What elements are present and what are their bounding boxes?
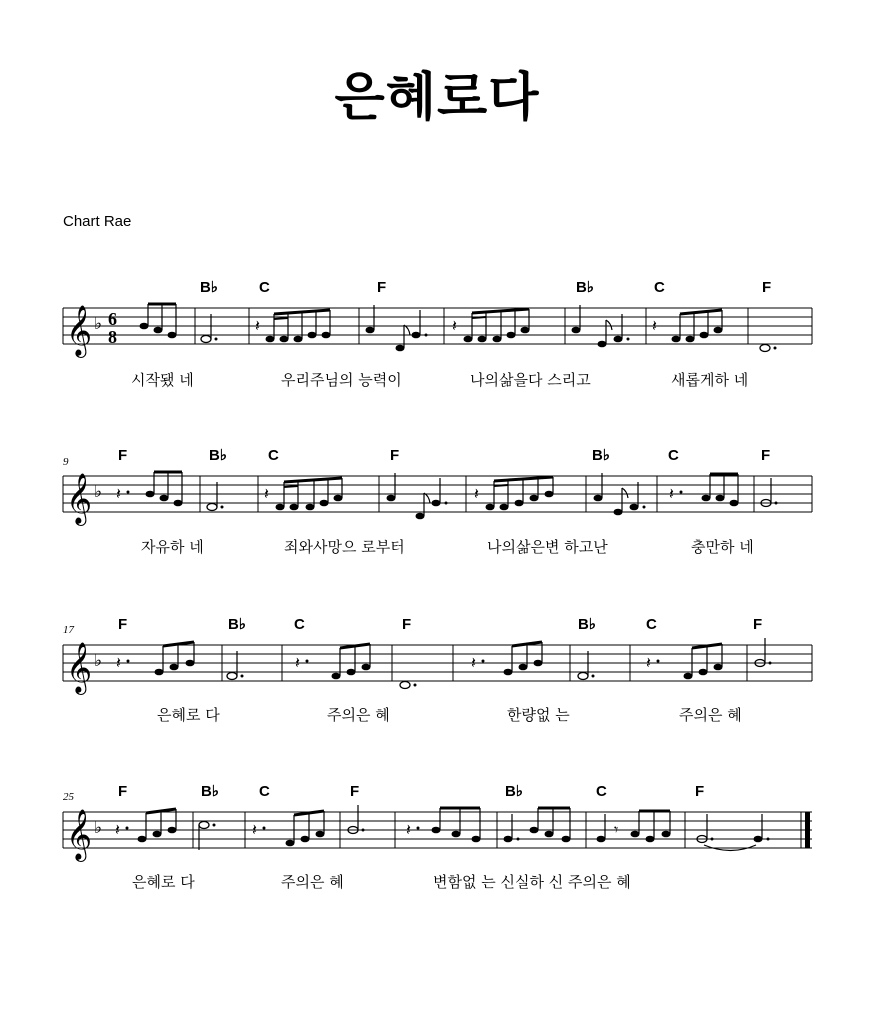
staff-system-2 bbox=[63, 447, 812, 556]
treble-clef-icon: 𝄞 bbox=[66, 809, 93, 860]
chord-symbol: F bbox=[402, 616, 412, 633]
chord-symbol: B♭ bbox=[201, 783, 219, 800]
rest-icon: 𝄽 bbox=[116, 484, 121, 503]
lyric-line: 변함없 는 신실하 신 주의은 혜 bbox=[433, 873, 631, 891]
rest-icon: 𝄽 bbox=[646, 653, 651, 672]
key-flat-icon: ♭ bbox=[94, 651, 103, 671]
chord-symbol: B♭ bbox=[505, 783, 523, 800]
chord-symbol: C bbox=[596, 783, 607, 800]
rest-icon: 𝄽 bbox=[255, 316, 260, 335]
rest-icon: 𝄽 bbox=[406, 820, 411, 839]
lyric-line: 한량없 는 bbox=[507, 706, 570, 724]
chord-symbol: F bbox=[118, 783, 128, 800]
chord-symbol: B♭ bbox=[578, 616, 596, 633]
song-title: 은혜로다 bbox=[334, 68, 540, 128]
chord-symbol: B♭ bbox=[228, 616, 246, 633]
rest-icon: 𝄽 bbox=[115, 820, 120, 839]
treble-clef-icon: 𝄞 bbox=[66, 473, 93, 524]
chord-symbol: F bbox=[390, 447, 400, 464]
measure-number: 9 bbox=[63, 456, 69, 468]
chord-symbol: C bbox=[259, 279, 270, 296]
chord-symbol: B♭ bbox=[200, 279, 218, 296]
time-sig-numerator: 6 bbox=[108, 309, 117, 329]
lyric-line: 우리주님의 능력이 bbox=[281, 371, 402, 389]
chord-symbol: F bbox=[118, 616, 128, 633]
chord-symbol: F bbox=[695, 783, 705, 800]
rest-icon: 𝄽 bbox=[474, 484, 479, 503]
rest-icon: 𝄽 bbox=[452, 316, 457, 335]
key-flat-icon: ♭ bbox=[94, 314, 103, 334]
staff-system-3 bbox=[63, 616, 812, 724]
chord-symbol: C bbox=[654, 279, 665, 296]
chord-symbol: C bbox=[259, 783, 270, 800]
rest-icon: 𝄽 bbox=[295, 653, 300, 672]
rest-icon: 𝄾 bbox=[614, 820, 619, 839]
measure-number: 17 bbox=[63, 624, 74, 636]
lyric-line: 시작됐 네 bbox=[131, 371, 194, 389]
lyric-line: 은혜로 다 bbox=[157, 706, 220, 724]
chord-symbol: F bbox=[762, 279, 772, 296]
chord-symbol: F bbox=[377, 279, 387, 296]
composer-credit: Chart Rae bbox=[63, 213, 132, 230]
chord-symbol: B♭ bbox=[592, 447, 610, 464]
chord-symbol: F bbox=[118, 447, 128, 464]
staff-system-1 bbox=[63, 279, 812, 389]
final-barline bbox=[805, 812, 810, 848]
rest-icon: 𝄽 bbox=[652, 316, 657, 335]
rest-icon: 𝄽 bbox=[471, 653, 476, 672]
staff-system-4 bbox=[63, 783, 812, 891]
chord-symbol: C bbox=[268, 447, 279, 464]
lyric-line: 은혜로 다 bbox=[132, 873, 195, 891]
chord-symbol: B♭ bbox=[209, 447, 227, 464]
lyric-line: 주의은 혜 bbox=[327, 706, 390, 724]
measure-number: 25 bbox=[63, 791, 74, 803]
treble-clef-icon: 𝄞 bbox=[66, 642, 93, 693]
lyric-line: 주의은 혜 bbox=[281, 873, 344, 891]
treble-clef-icon: 𝄞 bbox=[66, 305, 93, 356]
chord-symbol: C bbox=[294, 616, 305, 633]
chord-symbol: C bbox=[668, 447, 679, 464]
lyric-line: 새롭게하 네 bbox=[671, 371, 749, 389]
chord-symbol: F bbox=[350, 783, 360, 800]
key-flat-icon: ♭ bbox=[94, 818, 103, 838]
key-flat-icon: ♭ bbox=[94, 482, 103, 502]
lyric-line: 나의삶은변 하고난 bbox=[487, 538, 608, 556]
chord-symbol: C bbox=[646, 616, 657, 633]
rest-icon: 𝄽 bbox=[669, 484, 674, 503]
chord-symbol: F bbox=[761, 447, 771, 464]
time-sig-denominator: 8 bbox=[108, 327, 117, 347]
lyric-line: 나의삶을다 스리고 bbox=[470, 371, 591, 389]
lyric-line: 죄와사망으 로부터 bbox=[284, 538, 405, 556]
lyric-line: 충만하 네 bbox=[691, 538, 754, 556]
chord-symbol: B♭ bbox=[576, 279, 594, 296]
rest-icon: 𝄽 bbox=[252, 820, 257, 839]
lyric-line: 자유하 네 bbox=[141, 538, 204, 556]
rest-icon: 𝄽 bbox=[264, 484, 269, 503]
lyric-line: 주의은 혜 bbox=[679, 706, 742, 724]
rest-icon: 𝄽 bbox=[116, 653, 121, 672]
chord-symbol: F bbox=[753, 616, 763, 633]
